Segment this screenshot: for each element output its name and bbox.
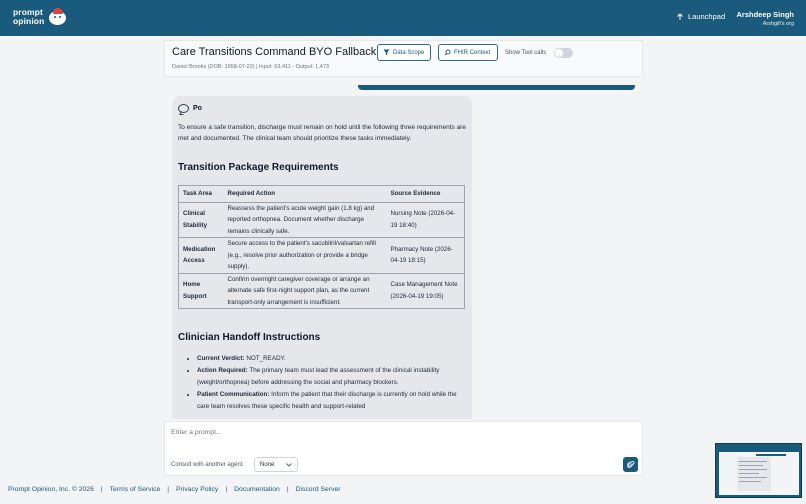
source-evidence-cell: Pharmacy Note (2026-04-19 18:15) bbox=[387, 238, 465, 274]
copyright: Prompt Opinion, Inc. © 2026 bbox=[8, 486, 94, 493]
top-nav-bar bbox=[0, 0, 806, 36]
data-scope-label: Data Scope bbox=[393, 49, 425, 56]
requirements-table bbox=[178, 185, 465, 309]
source-evidence-cell: Case Management Note (2026-04-19 19:05) bbox=[387, 273, 465, 309]
required-action-cell: Reassess the patient's acute weight gain (1.8 kg) and reported orthopnea. Document whether discharge remains clinically safe. bbox=[224, 202, 387, 238]
prompt-composer bbox=[164, 421, 643, 476]
tool-calls-toggle[interactable] bbox=[554, 48, 573, 58]
page-title: Care Transitions Command BYO Fallback bbox=[172, 46, 377, 58]
list-item bbox=[197, 353, 465, 365]
list-item bbox=[197, 365, 465, 389]
handoff-list bbox=[197, 353, 465, 413]
sender-name: Po bbox=[193, 105, 202, 112]
table-row bbox=[179, 273, 465, 309]
tool-calls-label: Show Tool calls bbox=[505, 50, 547, 56]
list-item-text: NOT_READY. bbox=[244, 355, 286, 362]
user-menu[interactable] bbox=[736, 10, 794, 27]
paperclip-icon bbox=[627, 461, 635, 469]
logo-line-2: opinion bbox=[13, 16, 45, 26]
screen-preview-thumbnail[interactable] bbox=[715, 443, 802, 498]
prompt-input[interactable] bbox=[171, 429, 631, 436]
arrow-up-icon bbox=[676, 13, 684, 21]
list-item-text: The primary team must lead the assessment of the clinical instability (weight/orthopnea) before addressing the social and pharmacy blockers. bbox=[197, 367, 440, 386]
column-header: Required Action bbox=[224, 186, 387, 203]
data-scope-button[interactable] bbox=[377, 44, 431, 61]
section-title-handoff: Clinician Handoff Instructions bbox=[178, 332, 321, 343]
discord-link[interactable]: Discord Server bbox=[295, 486, 341, 493]
agent-select-value: None bbox=[260, 461, 275, 468]
patient-token-info: Daniel Brooks (DOB: 1958-07-23) | Input: 63,411 - Output: 1,473 bbox=[172, 64, 329, 70]
table-row bbox=[179, 238, 465, 274]
terms-link[interactable]: Terms of Service bbox=[109, 486, 161, 493]
required-action-cell: Secure access to the patient's sacubitril/valsartan refill (e.g., resolve prior authorization or provide a bridge supply). bbox=[224, 238, 387, 274]
search-icon bbox=[444, 49, 451, 56]
user-org: Arshgill's org bbox=[762, 21, 794, 27]
column-header: Source Evidence bbox=[387, 186, 465, 203]
logo-line-1: prompt bbox=[13, 7, 43, 17]
list-item-text: Inform the patient that their discharge is currently on hold while the care team resolves these specific health and support-related bbox=[197, 391, 457, 410]
consult-agent-label: Consult with another agent: bbox=[171, 462, 245, 468]
attach-button[interactable] bbox=[623, 457, 638, 472]
fhir-context-label: FHIR Context bbox=[454, 49, 491, 56]
logo[interactable] bbox=[13, 8, 68, 26]
previous-message-edge bbox=[358, 85, 635, 90]
message-header bbox=[178, 104, 202, 113]
source-evidence-cell: Nursing Note (2026-04-19 18:40) bbox=[387, 202, 465, 238]
task-area-cell: Home Support bbox=[179, 273, 224, 309]
logo-text bbox=[13, 8, 44, 26]
user-name: Arshdeep Singh bbox=[736, 10, 794, 19]
message-intro: To ensure a safe transition, discharge must remain on hold until the following three requirements are met and documented. The clinical team should prioritize these tasks immediately. bbox=[178, 124, 466, 142]
mascot-icon bbox=[48, 8, 68, 26]
privacy-link[interactable]: Privacy Policy bbox=[176, 486, 219, 493]
list-item-label: Current Verdict: bbox=[197, 355, 245, 362]
assistant-message bbox=[172, 96, 472, 419]
agent-select[interactable] bbox=[254, 457, 298, 472]
list-item bbox=[197, 389, 465, 413]
documentation-link[interactable]: Documentation bbox=[234, 486, 280, 493]
launchpad-button[interactable] bbox=[676, 12, 725, 21]
task-area-cell: Medication Access bbox=[179, 238, 224, 274]
conversation-header bbox=[164, 40, 643, 77]
fhir-context-button[interactable] bbox=[438, 44, 498, 61]
table-header-row bbox=[179, 186, 465, 203]
launchpad-label: Launchpad bbox=[688, 12, 726, 21]
task-area-cell: Clinical Stability bbox=[179, 202, 224, 238]
list-item-label: Action Required: bbox=[197, 367, 248, 374]
required-action-cell: Confirm overnight caregiver coverage or arrange an alternate safe first-night support plan, as the current transport-only arrangement is insufficient. bbox=[224, 273, 387, 309]
list-item-label: Patient Communication: bbox=[197, 391, 270, 398]
chat-bubble-icon bbox=[178, 104, 189, 113]
chevron-down-icon bbox=[286, 463, 292, 467]
column-header: Task Area bbox=[179, 186, 224, 203]
section-title-requirements: Transition Package Requirements bbox=[178, 162, 339, 173]
footer: Prompt Opinion, Inc. © 2026 | Terms of Service | Privacy Policy | Documentation | Discord Server bbox=[8, 486, 341, 493]
table-row bbox=[179, 202, 465, 238]
filter-icon bbox=[383, 49, 390, 56]
